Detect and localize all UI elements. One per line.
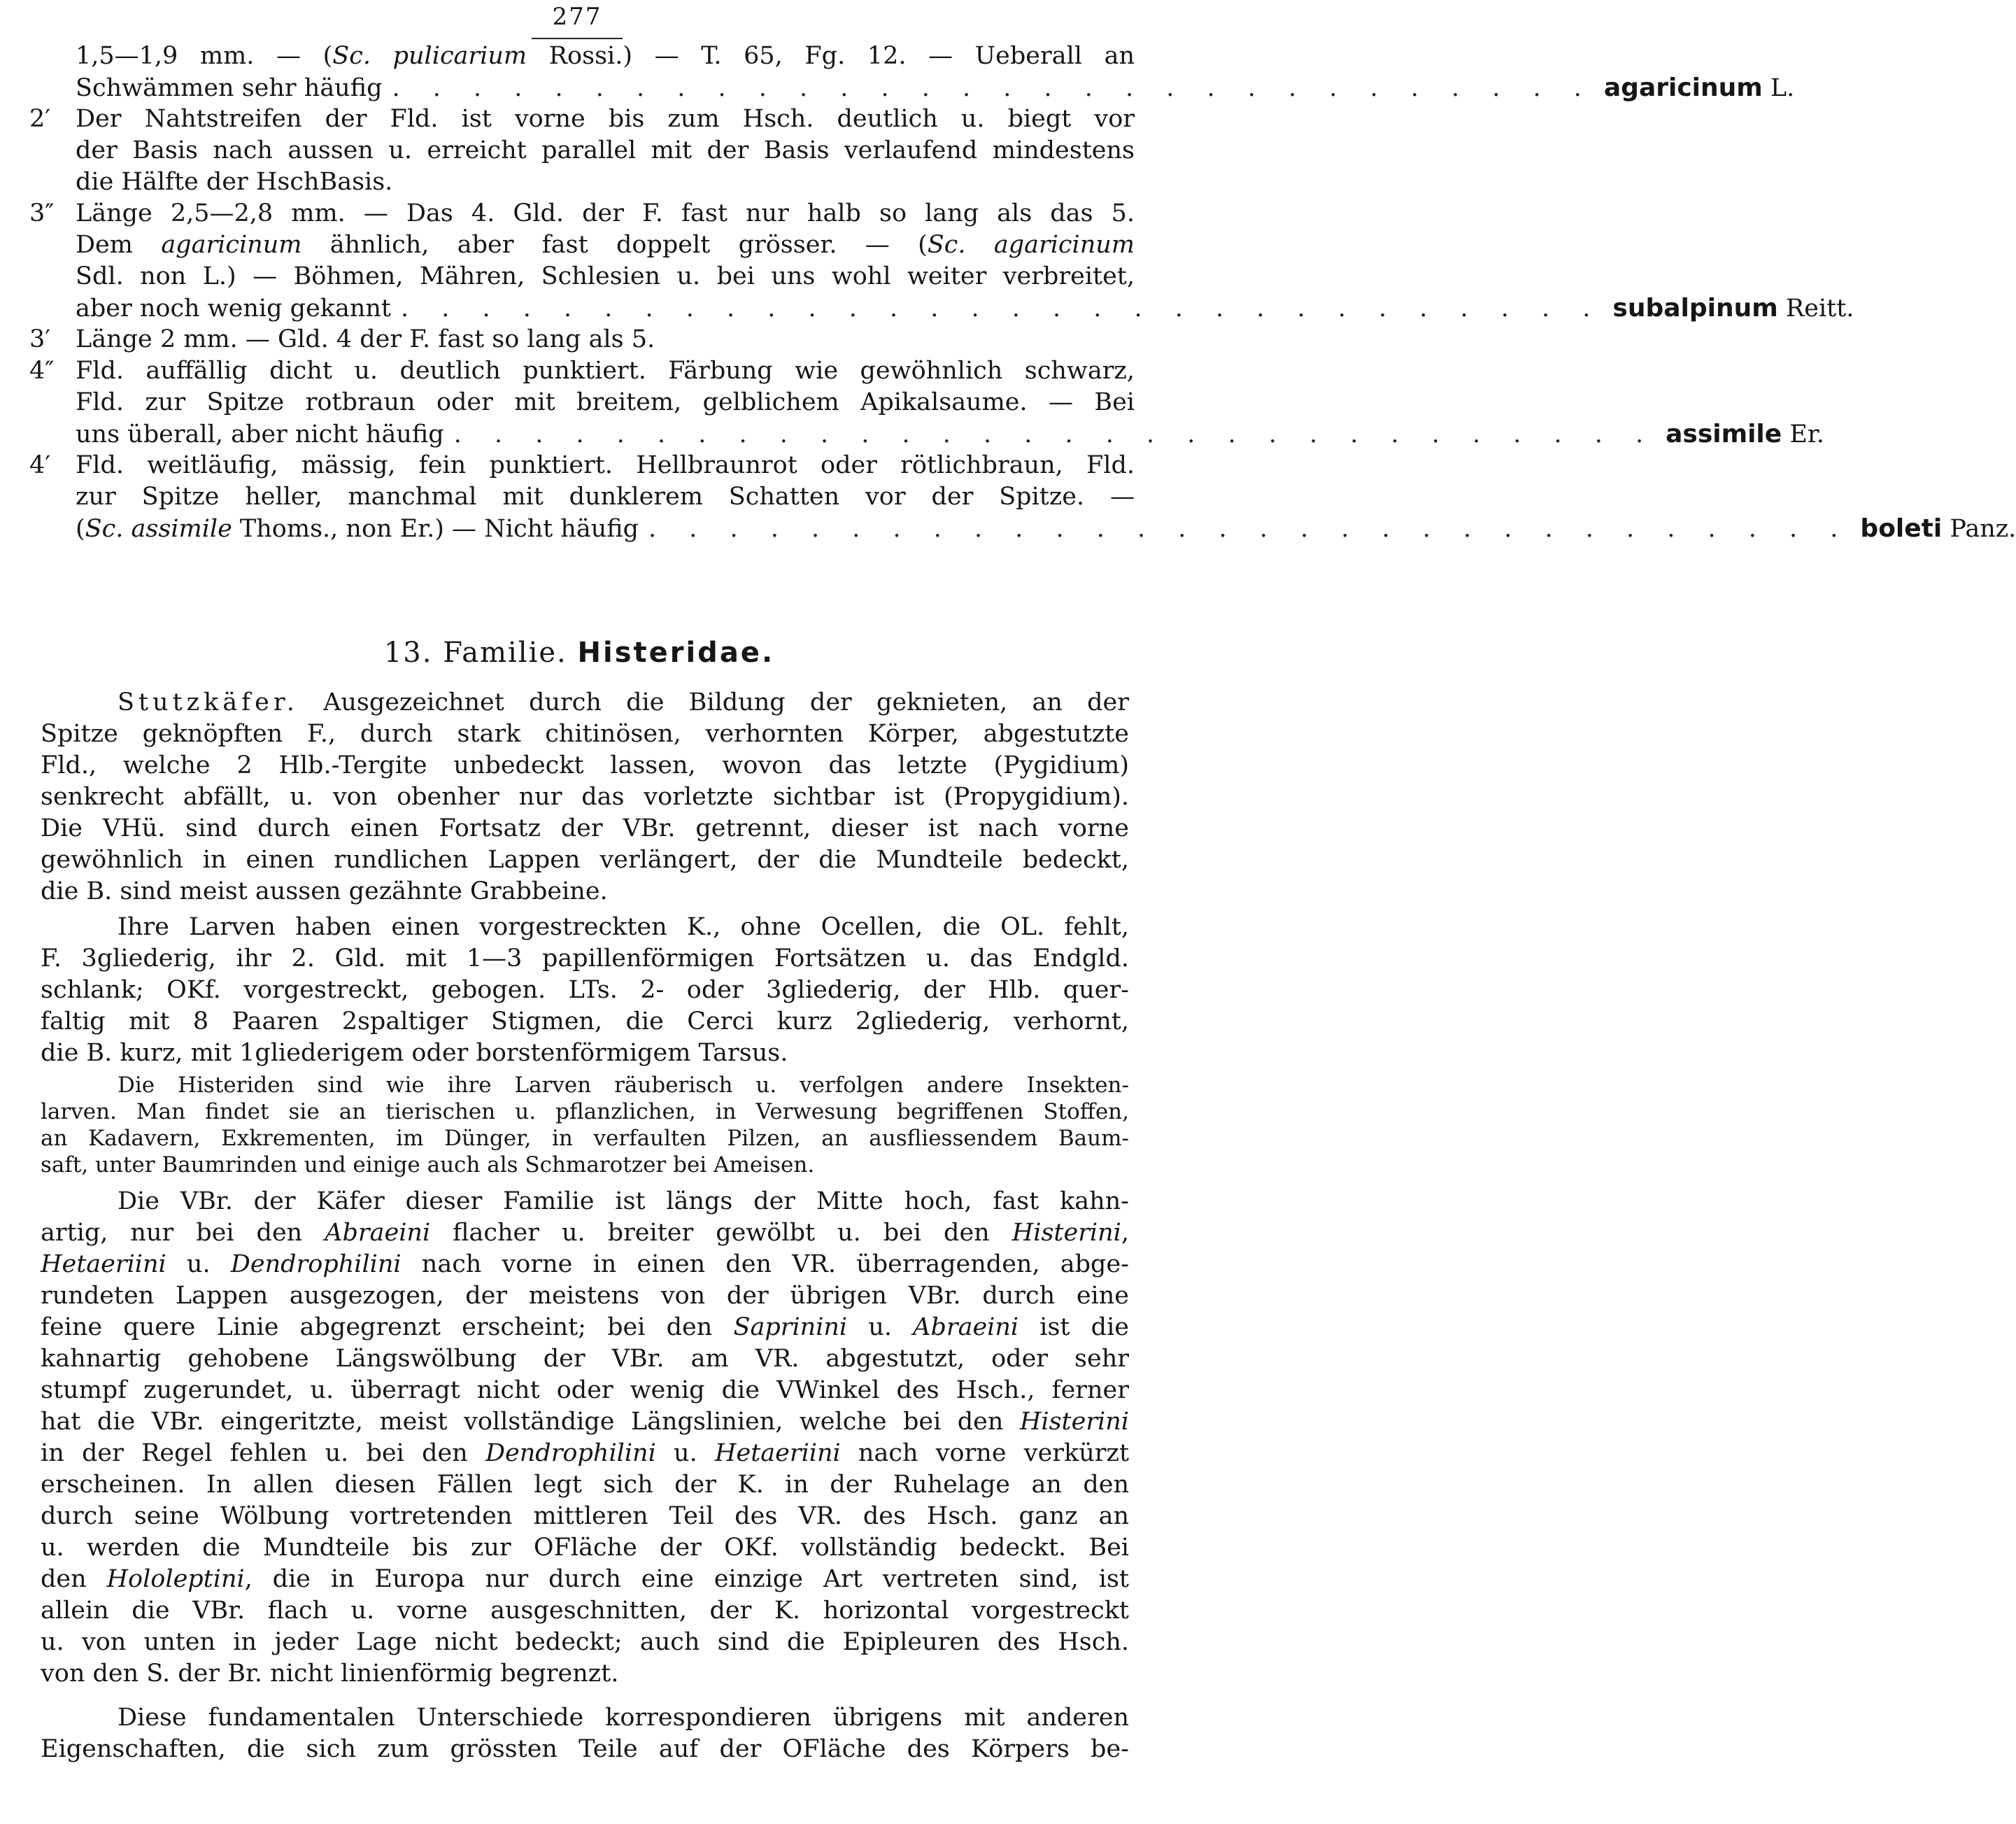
text-line: erscheinen. In allen diesen Fällen legt sich der K. in der Ruhelage an den	[41, 1471, 1129, 1499]
paragraph-habitat	[41, 1072, 1129, 1178]
species-author: Reitt.	[1777, 295, 1854, 323]
text-line: an Kadavern, Exkrementen, im Dünger, in verfaulten Pilzen, an ausfliessendem Baum-	[41, 1126, 1129, 1151]
species-author: Panz.	[1942, 515, 2016, 543]
key-line	[29, 292, 1854, 324]
species-name	[1612, 292, 1854, 325]
key-text: zur Spitze heller, manchmal mit dunklerem Schatten vor der Spitze. —	[76, 483, 1135, 511]
key-line	[29, 418, 1824, 450]
page-number: 277	[552, 3, 602, 31]
text-line: gewöhnlich in einen rundlichen Lappen verlängert, der die Mundteile bedeckt,	[41, 846, 1129, 874]
text-line: artig, nur bei den Abraeini flacher u. breiter gewölbt u. bei den Histerini,	[41, 1219, 1129, 1247]
species-epithet: assimile	[1666, 420, 1782, 448]
key-line	[29, 513, 2016, 544]
key-line	[29, 135, 1135, 167]
text-line: F. 3gliederig, ihr 2. Gld. mit 1—3 papillenförmigen Fortsätzen u. das Endgld.	[41, 945, 1129, 973]
family-name: Histeridae.	[577, 637, 775, 669]
text-line: Die Histeriden sind wie ihre Larven räuberisch u. verfolgen andere Insekten-	[118, 1073, 1129, 1098]
leader-dots: . . . . . . . . . . . . . . . . . . . . . . . . . . . . . .	[453, 420, 1656, 448]
species-key	[29, 41, 2016, 544]
key-line	[29, 41, 1135, 72]
family-number: 13. Familie.	[383, 637, 567, 669]
text-line: Fld., welche 2 Hlb.-Tergite unbedeckt lassen, wovon das letzte (Pygidium)	[41, 751, 1129, 779]
text-line: hat die VBr. eingeritzte, meist vollständige Längslinien, welche bei den Histerini	[41, 1408, 1129, 1436]
key-text: aber noch wenig gekannt	[76, 295, 392, 323]
text-line: Diese fundamentalen Unterschiede korrespondieren übrigens mit anderen	[118, 1704, 1129, 1732]
species-author: Er.	[1782, 420, 1824, 448]
key-line	[29, 72, 1795, 104]
species-epithet: agaricinum	[1603, 73, 1763, 102]
leader-dots: . . . . . . . . . . . . . . . . . . . . . . . . . . . . . .	[392, 74, 1594, 102]
key-number: 3′	[29, 325, 51, 353]
text-line: rundeten Lappen ausgezogen, der meistens von der übrigen VBr. durch eine	[41, 1282, 1129, 1310]
text-line: die B. sind meist aussen gezähnte Grabbeine.	[41, 877, 608, 905]
key-number: 2′	[29, 105, 51, 133]
text-line: faltig mit 8 Paaren 2spaltiger Stigmen, die Cerci kurz 2gliederig, verhornt,	[41, 1008, 1129, 1035]
key-number: 4″	[29, 357, 55, 385]
text-line: larven. Man findet sie an tierischen u. pflanzlichen, in Verwesung begriffenen Stoffen,	[41, 1099, 1129, 1124]
key-line	[29, 104, 1135, 135]
species-epithet: subalpinum	[1612, 294, 1778, 323]
key-text: die Hälfte der HschBasis.	[76, 168, 393, 196]
key-line	[29, 167, 1135, 198]
species-name	[1604, 72, 1794, 104]
key-line	[29, 355, 1135, 387]
key-line	[29, 229, 1135, 261]
key-text: uns überall, aber nicht häufig	[76, 420, 444, 448]
paragraph-definition	[41, 687, 1129, 907]
text-line: saft, unter Baumrinden und einige auch als Schmarotzer bei Ameisen.	[41, 1152, 815, 1178]
text-line: allein die VBr. flach u. vorne ausgeschnitten, der K. horizontal vorgestreckt	[41, 1597, 1129, 1625]
species-name	[1666, 418, 1824, 451]
key-text: Der Nahtstreifen der Fld. ist vorne bis zum Hsch. deutlich u. biegt vor	[76, 105, 1135, 133]
species-epithet: boleti	[1860, 514, 1943, 543]
key-number: 3″	[29, 199, 55, 227]
paragraph-larvae	[41, 912, 1129, 1069]
key-text: Länge 2,5—2,8 mm. — Das 4. Gld. der F. fast nur halb so lang als das 5.	[76, 199, 1135, 227]
text-line: kahnartig gehobene Längswölbung der VBr. am VR. abgestutzt, oder sehr	[41, 1345, 1129, 1373]
species-author: L.	[1762, 74, 1795, 102]
key-text: Sdl. non L.) — Böhmen, Mähren, Schlesien u. bei uns wohl weiter verbreitet,	[76, 262, 1135, 290]
key-text: Schwämmen sehr häufig	[76, 74, 383, 102]
key-line	[29, 261, 1135, 292]
text-line: feine quere Linie abgegrenzt erscheint; bei den Saprinini u. Abraeini ist die	[41, 1313, 1129, 1341]
text-line: Die VBr. der Käfer dieser Familie ist längs der Mitte hoch, fast kahn-	[118, 1187, 1129, 1215]
text-line: Spitze geknöpften F., durch stark chitinösen, verhornten Körper, abgestutzte	[41, 720, 1129, 748]
leader-dots: . . . . . . . . . . . . . . . . . . . . . . . . . . . . . .	[401, 295, 1603, 323]
key-text: Länge 2 mm. — Gld. 4 der F. fast so lang als 5.	[76, 325, 655, 353]
key-number: 4′	[29, 451, 51, 479]
text-line: in der Regel fehlen u. bei den Dendrophilini u. Hetaeriini nach vorne verkürzt	[41, 1439, 1130, 1467]
key-line	[29, 387, 1135, 418]
text-line: Ihre Larven haben einen vorgestreckten K., ohne Ocellen, die OL. fehlt,	[118, 913, 1129, 941]
text-line: stumpf zugerundet, u. überragt nicht oder wenig die VWinkel des Hsch., ferner	[41, 1376, 1129, 1404]
key-line	[29, 324, 1135, 355]
text-line: Stutzkäfer. Ausgezeichnet durch die Bildung der geknieten, an der	[118, 688, 1129, 716]
text-line: Eigenschaften, die sich zum grössten Teile auf der OFläche des Körpers be-	[41, 1735, 1129, 1763]
key-text: Fld. zur Spitze rotbraun oder mit breitem, gelblichem Apikalsaume. — Bei	[76, 388, 1135, 416]
text-line: Die VHü. sind durch einen Fortsatz der VBr. getrennt, dieser ist nach vorne	[41, 814, 1129, 842]
text-line: die B. kurz, mit 1gliederigem oder borstenförmigem Tarsus.	[41, 1039, 788, 1067]
key-text: (Sc. assimile Thoms., non Er.) — Nicht häufig	[76, 515, 639, 543]
text-line: den Hololeptini, die in Europa nur durch eine einzige Art vertreten sind, ist	[41, 1565, 1129, 1593]
key-text: 1,5—1,9 mm. — (Sc. pulicarium Rossi.) — T. 65, Fg. 12. — Ueberall an	[76, 42, 1135, 70]
text-line: von den S. der Br. nicht linienförmig begrenzt.	[41, 1660, 619, 1688]
key-line	[29, 198, 1135, 229]
text-line: u. werden die Mundteile bis zur OFläche der OKf. vollständig bedeckt. Bei	[41, 1534, 1129, 1562]
key-text: Fld. auffällig dicht u. deutlich punktiert. Färbung wie gewöhnlich schwarz,	[76, 357, 1135, 385]
text-line: u. von unten in jeder Lage nicht bedeckt; auch sind die Epipleuren des Hsch.	[41, 1628, 1129, 1656]
text-line: Hetaeriini u. Dendrophilini nach vorne in einen den VR. überragenden, abge-	[41, 1250, 1130, 1278]
key-text: Fld. weitläufig, mässig, fein punktiert. Hellbraunrot oder rötlichbraun, Fld.	[76, 451, 1135, 479]
key-text: der Basis nach aussen u. erreicht parallel mit der Basis verlaufend mindestens	[76, 136, 1135, 164]
key-line	[29, 450, 1135, 481]
text-line: durch seine Wölbung vortretenden mittleren Teil des VR. des Hsch. ganz an	[41, 1502, 1129, 1530]
paragraph-differences	[41, 1702, 1129, 1765]
species-name	[1860, 513, 2016, 545]
text-line: senkrecht abfällt, u. von obenher nur das vorletzte sichtbar ist (Propygidium).	[41, 783, 1129, 811]
paragraph-morphology	[41, 1186, 1129, 1690]
key-line	[29, 481, 1135, 513]
leader-dots: . . . . . . . . . . . . . . . . . . . . . . . . . . . . . .	[648, 515, 1851, 543]
family-heading	[0, 637, 1158, 669]
text-line: schlank; OKf. vorgestreckt, gebogen. LTs. 2- oder 3gliederig, der Hlb. quer-	[41, 976, 1129, 1004]
page-number-rule	[532, 38, 623, 39]
key-text: Dem agaricinum ähnlich, aber fast doppelt grösser. — (Sc. agaricinum	[76, 231, 1135, 259]
